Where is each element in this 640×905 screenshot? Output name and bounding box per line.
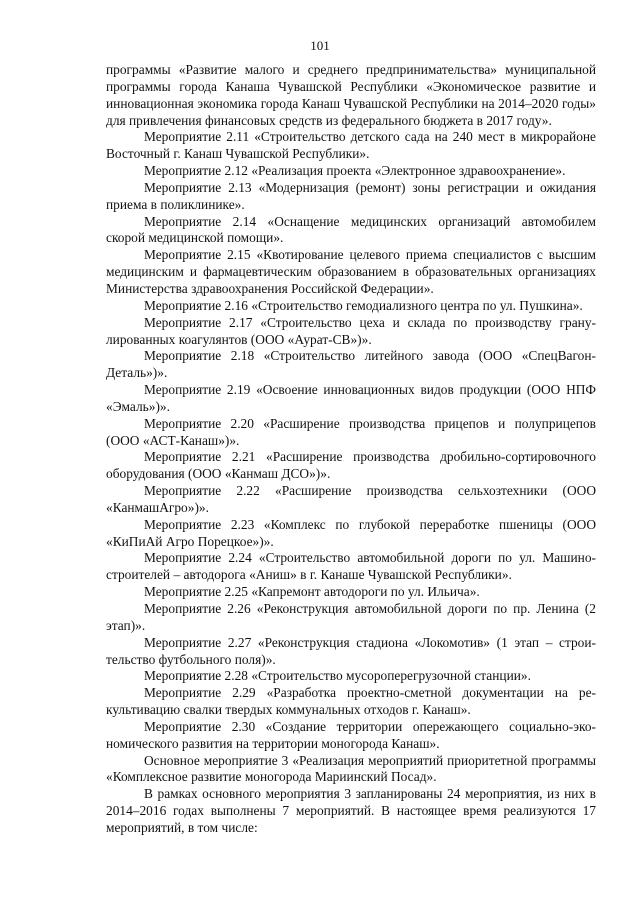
paragraph: Мероприятие 2.27 «Реконструкция стадиона «Локомотив» (1 этап – строительство футбольного поля)». bbox=[106, 634, 596, 667]
paragraph: Мероприятие 2.11 «Строительство детского сада на 240 мест в микрорайоне Восточный г. Канаш Чувашской Республики». bbox=[106, 129, 596, 162]
paragraph: Мероприятие 2.16 «Строительство гемодиализного центра по ул. Пушкина». bbox=[144, 297, 583, 313]
paragraph: Мероприятие 2.24 «Строительство автомобильной дороги по ул. Машиностроителей – автодорога «Аниш» в г. Канаше Чувашской Республики». bbox=[106, 550, 596, 583]
paragraph: Мероприятие 2.20 «Расширение производства прицепов и полуприцепов (ООО «АСТ-Канаш»)». bbox=[106, 415, 596, 448]
paragraph: Мероприятие 2.26 «Реконструкция автомобильной дороги по пр. Ленина (2 этап)». bbox=[106, 601, 596, 633]
paragraph: Мероприятие 2.19 «Освоение инновационных видов продукции (ООО НПФ «Эмаль»)». bbox=[106, 382, 596, 414]
paragraph: Мероприятие 2.15 «Квотирование целевого приема специалистов с высшим медицинским и фармацевтическим образованием в образовательных организациях Министерства здравоохранения Российской Федерации». bbox=[106, 247, 596, 296]
paragraph: Мероприятие 2.22 «Расширение производства сельхозтехники (ООО «КанмашАгро»)». bbox=[106, 483, 596, 515]
paragraph: Основное мероприятие 3 «Реализация мероприятий приоритетной программы «Комплексное развитие моногорода Мариинский Посад». bbox=[106, 752, 596, 785]
document-body bbox=[106, 62, 596, 837]
paragraph: Мероприятие 2.25 «Капремонт автодороги по ул. Ильича». bbox=[144, 584, 480, 600]
paragraph: Мероприятие 2.23 «Комплекс по глубокой переработке пшеницы (ООО «КиПиАй Агро Порецкое»)». bbox=[106, 516, 596, 549]
paragraph: программы «Развитие малого и среднего предпринимательства» муниципальной программы города Канаша Чувашской Республики «Экономическое развитие и инновационная экономика города Канаш Чувашской Республики на 2014–2020 годы» для привлечения финансовых средств из федерального бюджета в 2017 году». bbox=[106, 62, 596, 128]
paragraph: Мероприятие 2.12 «Реализация проекта «Электронное здравоохранение». bbox=[144, 163, 566, 179]
paragraph: Мероприятие 2.14 «Оснащение медицинских организаций автомобилем скорой медицинской помощи». bbox=[106, 213, 596, 246]
page-number: 101 bbox=[310, 38, 330, 53]
paragraph: Мероприятие 2.17 «Строительство цеха и склада по производству гранулированных коагулянтов (ООО «Аурат-СВ»)». bbox=[106, 314, 596, 347]
paragraph: В рамках основного мероприятия 3 запланированы 24 мероприятия, из них в 2014–2016 годах выполнены 7 мероприятий. В настоящее время реализуются 17 мероприятий, в том числе: bbox=[106, 786, 596, 835]
paragraph: Мероприятие 2.21 «Расширение производства дробильно-сортировочного оборудования (ООО «Канмаш ДСО»)». bbox=[106, 449, 596, 482]
paragraph: Мероприятие 2.28 «Строительство мусороперегрузочной станции». bbox=[144, 668, 531, 684]
paragraph: Мероприятие 2.29 «Разработка проектно-сметной документации на рекультивацию свалки твердых коммунальных отходов г. Канаш». bbox=[106, 685, 596, 718]
paragraph: Мероприятие 2.13 «Модернизация (ремонт) зоны регистрации и ожидания приема в поликлинике». bbox=[106, 179, 596, 212]
paragraph: Мероприятие 2.18 «Строительство литейного завода (ООО «СпецВагонДеталь»)». bbox=[106, 348, 596, 381]
paragraph: Мероприятие 2.30 «Создание территории опережающего социально-экономического развития на территории моногорода Канаш». bbox=[106, 718, 596, 751]
